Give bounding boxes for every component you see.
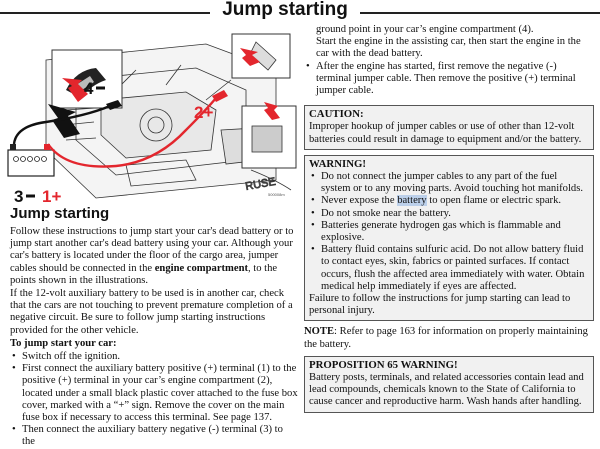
warning-box xyxy=(304,155,594,322)
warning-title: WARNING! xyxy=(309,157,366,170)
header-rule-right xyxy=(360,12,600,14)
list-item: • Then connect the auxiliary battery negative (-) terminal (3) to the xyxy=(22,424,298,448)
jump-start-illustration xyxy=(6,30,300,202)
caution-title: CAUTION: xyxy=(309,108,364,121)
label-4: 4 xyxy=(84,79,94,98)
label-3: 3 xyxy=(14,187,24,202)
label-2-plus: 2+ xyxy=(194,103,214,122)
list-item: • Never expose the battery to open flame or electric spark. xyxy=(321,195,589,207)
note-paragraph: NOTE: Refer to page 163 for information on properly maintaining the battery. xyxy=(304,326,588,350)
jump-start-steps xyxy=(10,351,298,449)
proposition-65-title: PROPOSITION 65 WARNING! xyxy=(309,358,458,371)
inset-detail-right xyxy=(232,34,290,78)
caution-box xyxy=(304,105,594,150)
proposition-65-text: Battery posts, terminals, and related accessories contain lead and lead compounds, chemicals known to the State of California to cause cancer and reproductive harm. Wash hands after handling. xyxy=(309,372,584,408)
list-item: • Switch off the ignition. xyxy=(22,351,298,363)
proposition-65-box xyxy=(304,356,594,413)
list-item: • Do not smoke near the battery. xyxy=(321,208,589,220)
after-start-steps xyxy=(304,61,594,98)
page-header xyxy=(0,0,600,26)
label-1-plus: 1+ xyxy=(42,187,62,202)
intro-paragraph: Follow these instructions to jump start your car's dead battery or to jump start another car's dead battery using your car. Although your car's battery is located under the floor of the cargo area, jumper cables should be connected in the engine compartment, to the points shown in the illustrations. xyxy=(10,226,294,286)
svg-text:RUSE: RUSE xyxy=(244,175,277,193)
list-item: • First connect the auxiliary battery positive (+) terminal (1) to the positive (+) terminal in your car’s engine compartment (2), located under a small black plastic cover attached to the fuse box cover, marked with a “+” sign. Remove the cover on the main fuse box if necessary to access this terminal. See page 137. xyxy=(22,363,298,424)
illustration-code: 500008m xyxy=(268,192,285,197)
list-item: • Do not connect the jumper cables to any part of the fuel system or to any moving parts. Avoid touching hot manifolds. xyxy=(321,171,589,195)
list-item: • After the engine has started, first remove the negative (-) terminal jumper cable. Then remove the positive (+) terminal jumper cable. xyxy=(316,61,594,98)
continued-step-start: Start the engine in the assisting car, then start the engine in the car with the dead battery. xyxy=(316,36,581,60)
warning-list xyxy=(309,171,589,293)
left-column xyxy=(10,226,298,449)
highlighted-word: battery xyxy=(397,195,427,207)
inset-detail-battery xyxy=(242,102,296,168)
warning-footer: Failure to follow the instructions for jump starting can lead to personal injury. xyxy=(309,293,571,317)
section-heading: Jump starting xyxy=(10,205,110,222)
page-title: Jump starting xyxy=(222,0,348,20)
right-column xyxy=(304,24,594,418)
continued-step: ground point in your car’s engine compartment (4). xyxy=(316,24,534,35)
caution-text: Improper hookup of jumper cables or use of other than 12-volt batteries could result in damage to equipment and/or the battery. xyxy=(309,121,582,145)
header-rule-left xyxy=(0,12,210,14)
auxiliary-paragraph: If the 12-volt auxiliary battery to be used is in another car, check that the cars are not touching to prevent premature completion of a negative circuit. Be sure to follow jump starting instructions provided for the other vehicle. xyxy=(10,288,293,336)
list-item: • Batteries generate hydrogen gas which is flammable and explosive. xyxy=(321,220,589,244)
list-item: • Battery fluid contains sulfuric acid. Do not allow battery fluid to contact eyes, skin, fabrics or painted surfaces. If contact occurs, flush the affected area immediately with water. Obtain medical help immediately if eyes are affected. xyxy=(321,244,589,293)
jump-start-subheading: To jump start your car: xyxy=(10,337,117,349)
